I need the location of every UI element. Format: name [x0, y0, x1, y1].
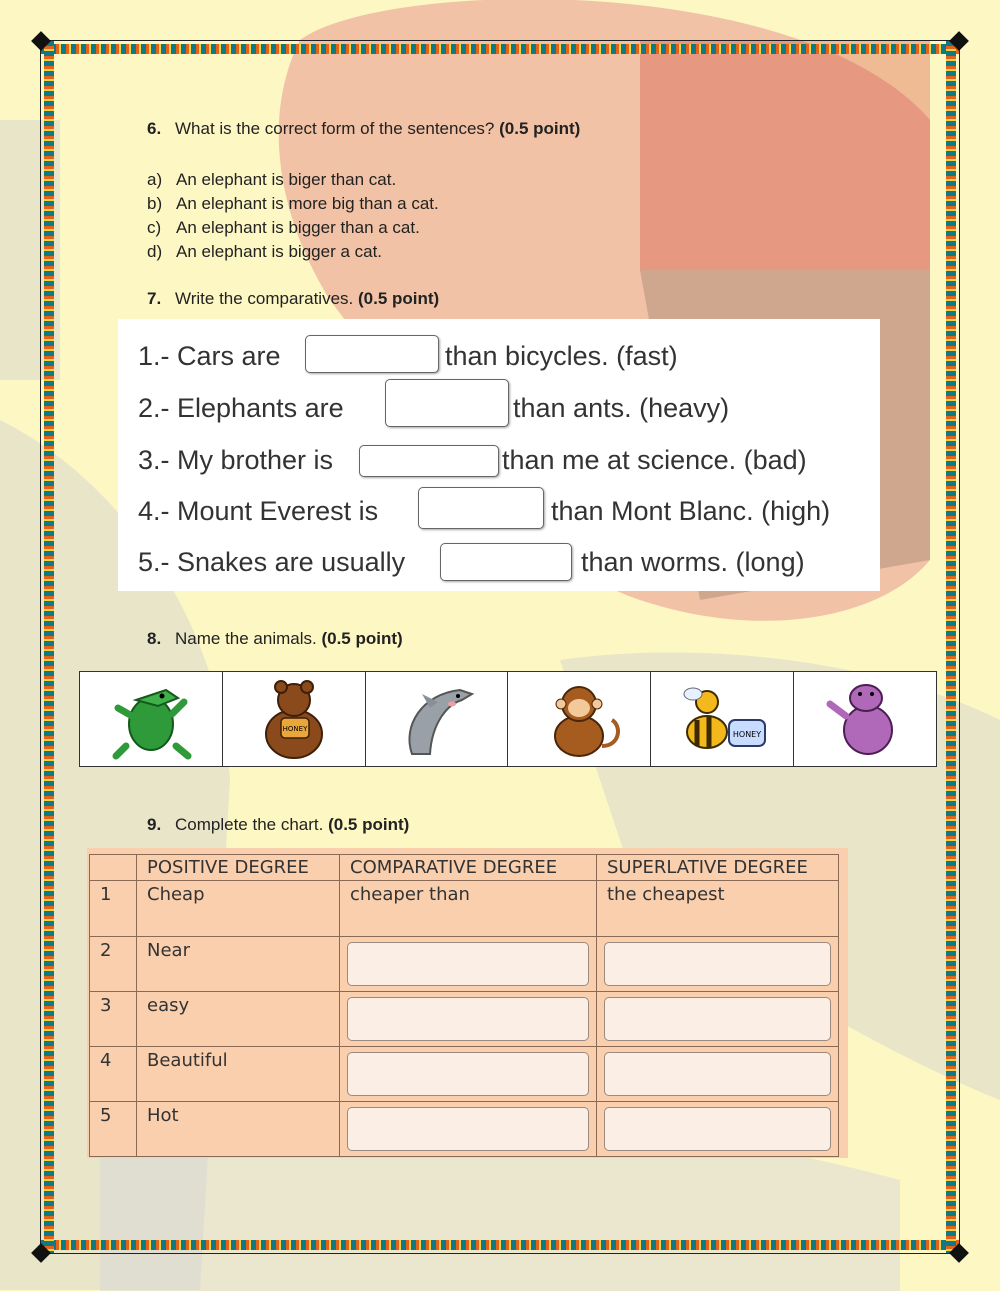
answer-blank-5[interactable]: [440, 543, 572, 581]
animal-cell-3: [366, 672, 509, 766]
row-number: 4: [90, 1047, 137, 1102]
question-7: [147, 289, 439, 309]
sentence-4-start: 4.- Mount Everest is: [138, 496, 379, 526]
comparative-cell: [340, 1102, 597, 1157]
header-number: [90, 855, 137, 881]
animal-cell-1: [80, 672, 223, 766]
superlative-input[interactable]: [604, 1052, 831, 1096]
table-row: [90, 1047, 839, 1102]
honey-pot-label: HONEY: [282, 725, 308, 733]
comparatives-exercise: [118, 319, 880, 591]
table-row: [90, 881, 839, 937]
option-c[interactable]: c) An elephant is bigger than a cat.: [147, 218, 420, 237]
table-header-row: [90, 855, 839, 881]
sentence-5-end: than worms. (long): [581, 547, 805, 577]
bee-icon: [667, 676, 777, 762]
table-row: [90, 1102, 839, 1157]
question-points: (0.5 point): [499, 119, 581, 138]
sentence-2-start: 2.- Elephants are: [138, 393, 344, 423]
hippo-icon: [810, 676, 920, 762]
option-a[interactable]: a) An elephant is biger than cat.: [147, 170, 397, 189]
question-8: [147, 629, 403, 649]
superlative-cell: [597, 1102, 839, 1157]
sentence-3-start: 3.- My brother is: [138, 445, 334, 475]
honey-jar-label: HONEY: [733, 730, 762, 739]
question-text: Write the comparatives.: [175, 289, 354, 308]
comparative-input[interactable]: [347, 1052, 589, 1096]
animal-cell-2: [223, 672, 366, 766]
superlative-cell: [597, 937, 839, 992]
question-number: 6.: [147, 119, 162, 138]
superlative-cell: [597, 992, 839, 1047]
comparative-input[interactable]: [347, 997, 589, 1041]
table-row: [90, 992, 839, 1047]
question-points: (0.5 point): [328, 815, 410, 834]
comparative-input[interactable]: [347, 942, 589, 986]
comparative-cell: [340, 1047, 597, 1102]
answer-blank-1[interactable]: [305, 335, 439, 373]
superlative-input[interactable]: [604, 1107, 831, 1151]
bear-icon: [239, 676, 349, 762]
answer-options: [147, 168, 439, 264]
answer-blank-2[interactable]: [385, 379, 509, 427]
row-number: 1: [90, 881, 137, 937]
question-text: Complete the chart.: [175, 815, 324, 834]
row-number: 3: [90, 992, 137, 1047]
sentence-1-end: than bicycles. (fast): [445, 341, 678, 371]
dolphin-icon: [382, 676, 492, 762]
answer-blank-4[interactable]: [418, 487, 544, 529]
superlative-cell: [597, 1047, 839, 1102]
comparative-input[interactable]: [347, 1107, 589, 1151]
animal-cell-4: [508, 672, 651, 766]
comparative-cell: [340, 937, 597, 992]
question-points: (0.5 point): [321, 629, 403, 648]
row-number: 5: [90, 1102, 137, 1157]
row-number: 2: [90, 937, 137, 992]
positive-word: Near: [137, 937, 340, 992]
comparative-word: cheaper than: [340, 881, 597, 937]
header-superlative: SUPERLATIVE DEGREE: [597, 855, 839, 881]
sentence-2-end: than ants. (heavy): [513, 393, 730, 423]
sentence-3-end: than me at science. (bad): [502, 445, 807, 475]
positive-word: Hot: [137, 1102, 340, 1157]
option-d[interactable]: d) An elephant is bigger a cat.: [147, 242, 383, 261]
superlative-input[interactable]: [604, 997, 831, 1041]
superlative-input[interactable]: [604, 942, 831, 986]
question-number: 7.: [147, 289, 162, 308]
answer-blank-3[interactable]: [359, 445, 499, 477]
superlative-word: the cheapest: [597, 881, 839, 937]
animal-cell-6: [794, 672, 936, 766]
positive-word: easy: [137, 992, 340, 1047]
question-text: Name the animals.: [175, 629, 317, 648]
question-points: (0.5 point): [358, 289, 440, 308]
animal-cell-5: [651, 672, 794, 766]
header-comparative: COMPARATIVE DEGREE: [340, 855, 597, 881]
table-row: [90, 937, 839, 992]
question-6: [147, 119, 580, 139]
option-b[interactable]: b) An elephant is more big than a cat.: [147, 194, 439, 213]
sentence-1-start: 1.- Cars are: [138, 341, 281, 371]
positive-word: Cheap: [137, 881, 340, 937]
positive-word: Beautiful: [137, 1047, 340, 1102]
question-number: 9.: [147, 815, 162, 834]
degrees-chart: [87, 848, 848, 1158]
comparative-cell: [340, 992, 597, 1047]
question-9: [147, 815, 409, 835]
question-text: What is the correct form of the sentences?: [175, 119, 495, 138]
sentence-4-end: than Mont Blanc. (high): [551, 496, 831, 526]
degrees-table: [89, 854, 839, 1157]
crocodile-icon: [96, 676, 206, 762]
header-positive: POSITIVE DEGREE: [137, 855, 340, 881]
sentence-5-start: 5.- Snakes are usually: [138, 547, 406, 577]
question-number: 8.: [147, 629, 162, 648]
monkey-icon: [524, 676, 634, 762]
animal-pictures: [79, 671, 937, 767]
